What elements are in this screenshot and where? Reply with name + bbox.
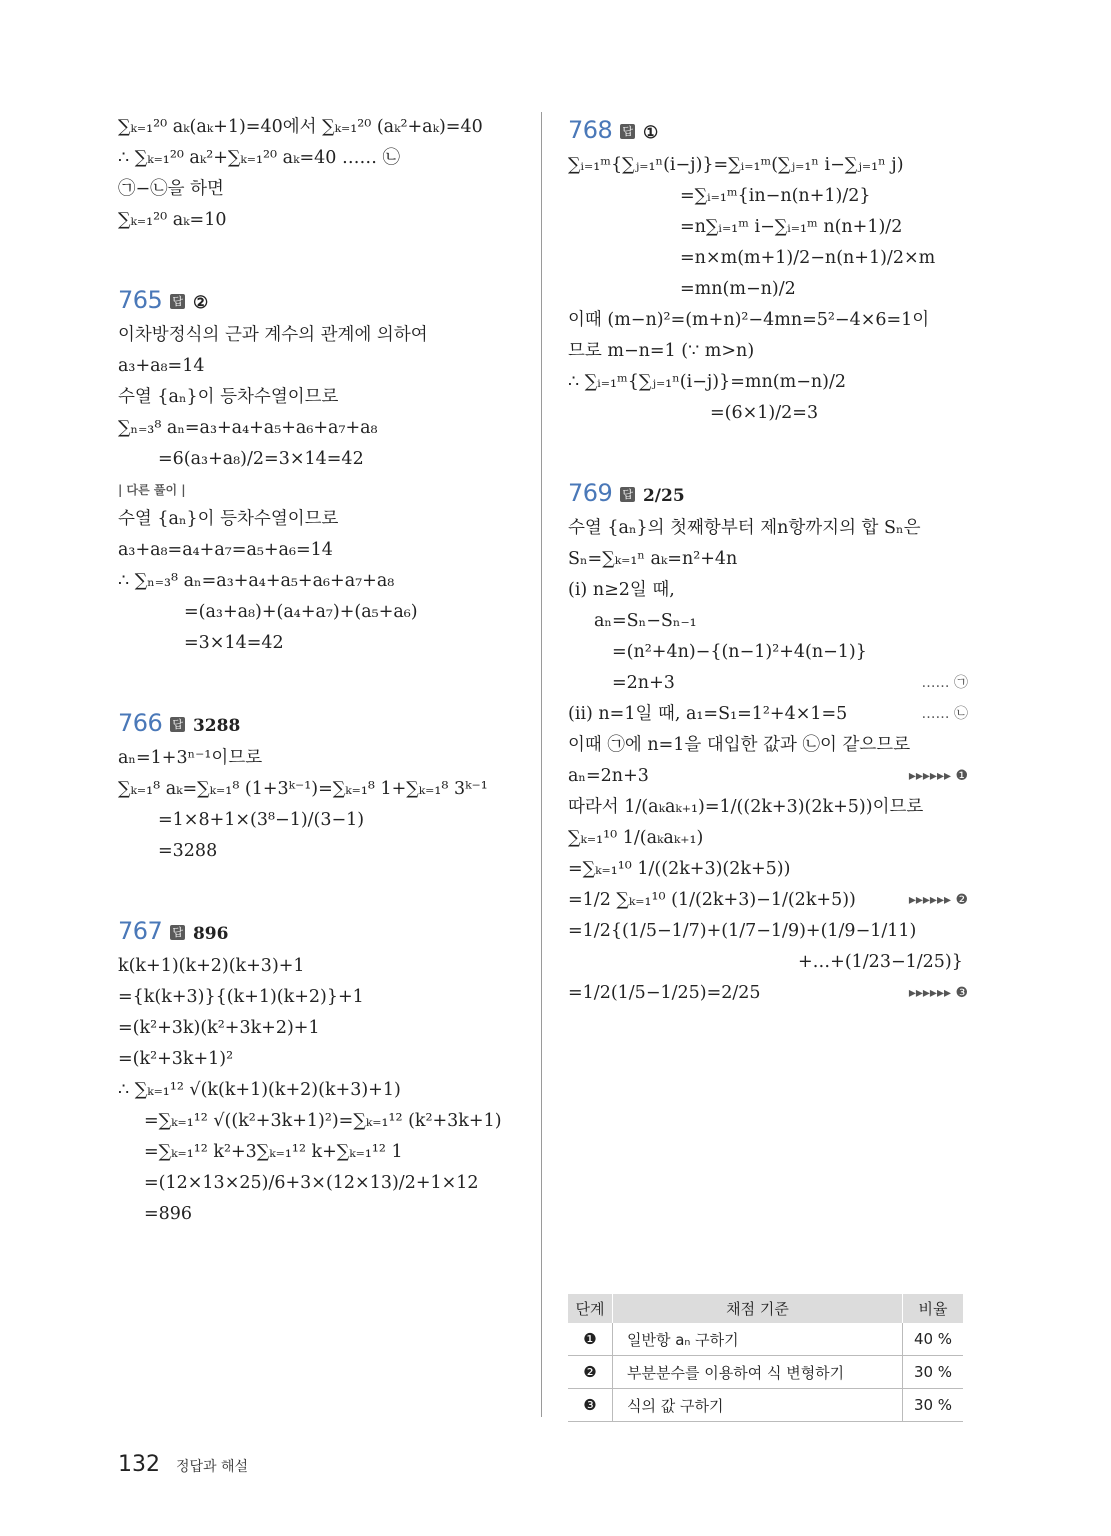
- answer-badge: 답: [172, 926, 183, 939]
- answer-value: 896: [192, 924, 229, 944]
- answer-value: ②: [192, 293, 209, 313]
- solution-line: 이때 ㉠에 n=1을 대입한 값과 ㉡이 같으므로: [568, 735, 911, 755]
- problem-765-header: [118, 286, 528, 314]
- equation-marker: …… ㉠: [921, 675, 968, 691]
- solution-line: ∑ᵢ₌₁ᵐ{∑ⱼ₌₁ⁿ(i−j)}=∑ᵢ₌₁ᵐ(∑ⱼ₌₁ⁿ i−∑ⱼ₌₁ⁿ j): [568, 155, 904, 175]
- answer-badge: 답: [172, 295, 183, 308]
- solution-text: aₙ=2n+3: [568, 766, 649, 786]
- solution-line: ∑ₖ₌₁¹⁰ 1/(aₖaₖ₊₁): [568, 828, 704, 848]
- solution-line: =1×8+1×(3⁸−1)/(3−1): [158, 810, 365, 830]
- solution-line: aₙ=Sₙ−Sₙ₋₁: [594, 611, 697, 631]
- problem-number: 765: [118, 286, 163, 314]
- intro-line-2: ∴ ∑ₖ₌₁²⁰ aₖ²+∑ₖ₌₁²⁰ aₖ=40 …… ㉡: [118, 148, 401, 168]
- row-step: ❶: [568, 1323, 613, 1356]
- solution-line: =6(a₃+a₈)/2=3×14=42: [158, 449, 364, 469]
- row-criterion: 식의 값 구하기: [613, 1389, 903, 1422]
- row-criterion: 일반항 aₙ 구하기: [613, 1323, 903, 1356]
- step-marker-3: ▸▸▸▸▸▸ ❸: [908, 985, 968, 1001]
- header-criterion: 채점 기준: [613, 1294, 903, 1323]
- solution-line: =3×14=42: [184, 633, 284, 653]
- table-row: [568, 1389, 963, 1422]
- header-ratio: 비율: [903, 1294, 964, 1323]
- solution-line: =(k²+3k)(k²+3k+2)+1: [118, 1018, 320, 1038]
- solution-line: 므로 m−n=1 (∵ m>n): [568, 341, 755, 361]
- solution-line: 수열 {aₙ}의 첫째항부터 제n항까지의 합 Sₙ은: [568, 518, 921, 538]
- solution-line: 수열 {aₙ}이 등차수열이므로: [118, 387, 339, 407]
- intro-line-4: ∑ₖ₌₁²⁰ aₖ=10: [118, 210, 227, 230]
- intro-line-1: ∑ₖ₌₁²⁰ aₖ(aₖ+1)=40에서 ∑ₖ₌₁²⁰ (aₖ²+aₖ)=40: [118, 117, 483, 137]
- page-label: 정답과 해설: [176, 1459, 249, 1475]
- table-header-row: [568, 1294, 963, 1323]
- solution-text: (ⅱ) n=1일 때, a₁=S₁=1²+4×1=5: [568, 704, 848, 724]
- solution-line: =∑ₖ₌₁¹² √((k²+3k+1)²)=∑ₖ₌₁¹² (k²+3k+1): [144, 1111, 502, 1131]
- solution-line: =∑ₖ₌₁¹² k²+3∑ₖ₌₁¹² k+∑ₖ₌₁¹² 1: [144, 1142, 403, 1162]
- solution-line: =(12×13×25)/6+3×(12×13)/2+1×12: [144, 1173, 479, 1193]
- solution-line: [568, 978, 968, 1009]
- solution-line: [568, 668, 968, 699]
- answer-value: ①: [642, 123, 659, 143]
- grading-table: [568, 1294, 963, 1422]
- row-step: ❷: [568, 1356, 613, 1389]
- page-number: 132: [118, 1452, 160, 1477]
- solution-line: =mn(m−n)/2: [680, 279, 796, 299]
- alternative-solution-label: | 다른 풀이 |: [118, 483, 186, 497]
- right-column: [568, 112, 968, 1009]
- solution-line: 이때 (m−n)²=(m+n)²−4mn=5²−4×6=1이: [568, 310, 930, 330]
- solution-line: =3288: [158, 841, 218, 861]
- row-ratio: 40 %: [903, 1323, 964, 1356]
- answer-badge: 답: [622, 125, 633, 138]
- solution-line: 수열 {aₙ}이 등차수열이므로: [118, 509, 339, 529]
- left-column: [118, 112, 528, 1230]
- solution-line: =n∑ᵢ₌₁ᵐ i−∑ᵢ₌₁ᵐ n(n+1)/2: [680, 217, 903, 237]
- solution-line: =∑ₖ₌₁¹⁰ 1/((2k+3)(2k+5)): [568, 859, 791, 879]
- solution-text: =1/2(1/5−1/25)=2/25: [568, 983, 761, 1003]
- solution-line: 따라서 1/(aₖaₖ₊₁)=1/((2k+3)(2k+5))이므로: [568, 797, 924, 817]
- column-divider: [541, 112, 542, 1417]
- solution-line: =(a₃+a₈)+(a₄+a₇)+(a₅+a₆): [184, 602, 418, 622]
- solution-line: a₃+a₈=14: [118, 356, 205, 376]
- problem-769-header: [568, 479, 968, 507]
- answer-value: 3288: [192, 716, 241, 736]
- solution-line: [568, 761, 968, 792]
- step-marker-1: ▸▸▸▸▸▸ ❶: [908, 768, 968, 784]
- intro-line-3: ㉠−㉡을 하면: [118, 179, 224, 199]
- solution-line: [568, 699, 968, 730]
- solution-line: +…+(1/23−1/25)}: [798, 952, 963, 972]
- page-footer: [118, 1452, 248, 1477]
- solution-line: =(k²+3k+1)²: [118, 1049, 234, 1069]
- solution-line: (ⅰ) n≥2일 때,: [568, 580, 675, 600]
- solution-line: [568, 885, 968, 916]
- solution-line: 이차방정식의 근과 계수의 관계에 의하여: [118, 325, 428, 345]
- problem-766-header: [118, 709, 528, 737]
- answer-badge: 답: [622, 488, 633, 501]
- solution-line: ∴ ∑ₙ₌₃⁸ aₙ=a₃+a₄+a₅+a₆+a₇+a₈: [118, 571, 395, 591]
- solution-line: =n×m(m+1)/2−n(n+1)/2×m: [680, 248, 936, 268]
- problem-768-header: [568, 116, 968, 144]
- solution-line: =∑ᵢ₌₁ᵐ{in−n(n+1)/2}: [680, 186, 871, 206]
- row-ratio: 30 %: [903, 1356, 964, 1389]
- solution-text: =1/2 ∑ₖ₌₁¹⁰ (1/(2k+3)−1/(2k+5)): [568, 890, 856, 910]
- problem-767-header: [118, 917, 528, 945]
- solution-line: ∴ ∑ₖ₌₁¹² √(k(k+1)(k+2)(k+3)+1): [118, 1080, 401, 1100]
- solution-line: =1/2{(1/5−1/7)+(1/7−1/9)+(1/9−1/11): [568, 921, 917, 941]
- answer-value: 2/25: [642, 486, 685, 506]
- solution-line: =896: [144, 1204, 193, 1224]
- row-step: ❸: [568, 1389, 613, 1422]
- solution-line: =(6×1)/2=3: [710, 403, 819, 423]
- table-row: [568, 1323, 963, 1356]
- row-ratio: 30 %: [903, 1389, 964, 1422]
- solution-line: =(n²+4n)−{(n−1)²+4(n−1)}: [612, 642, 867, 662]
- solution-line: ∑ₙ₌₃⁸ aₙ=a₃+a₄+a₅+a₆+a₇+a₈: [118, 418, 378, 438]
- solution-line: ={k(k+3)}{(k+1)(k+2)}+1: [118, 987, 364, 1007]
- solution-line: ∴ ∑ᵢ₌₁ᵐ{∑ⱼ₌₁ⁿ(i−j)}=mn(m−n)/2: [568, 372, 846, 392]
- row-criterion: 부분분수를 이용하여 식 변형하기: [613, 1356, 903, 1389]
- solution-line: aₙ=1+3ⁿ⁻¹이므로: [118, 748, 263, 768]
- problem-number: 768: [568, 116, 613, 144]
- header-step: 단계: [568, 1294, 613, 1323]
- problem-number: 769: [568, 479, 613, 507]
- solution-line: ∑ₖ₌₁⁸ aₖ=∑ₖ₌₁⁸ (1+3ᵏ⁻¹)=∑ₖ₌₁⁸ 1+∑ₖ₌₁⁸ 3ᵏ⁻¹: [118, 779, 488, 799]
- table-row: [568, 1356, 963, 1389]
- solution-line: Sₙ=∑ₖ₌₁ⁿ aₖ=n²+4n: [568, 549, 738, 569]
- solution-line: a₃+a₈=a₄+a₇=a₅+a₆=14: [118, 540, 333, 560]
- problem-number: 767: [118, 917, 163, 945]
- equation-marker: …… ㉡: [921, 706, 968, 722]
- answer-badge: 답: [172, 718, 183, 731]
- solution-text: =2n+3: [612, 673, 675, 693]
- problem-number: 766: [118, 709, 163, 737]
- solution-line: k(k+1)(k+2)(k+3)+1: [118, 956, 305, 976]
- step-marker-2: ▸▸▸▸▸▸ ❷: [908, 892, 968, 908]
